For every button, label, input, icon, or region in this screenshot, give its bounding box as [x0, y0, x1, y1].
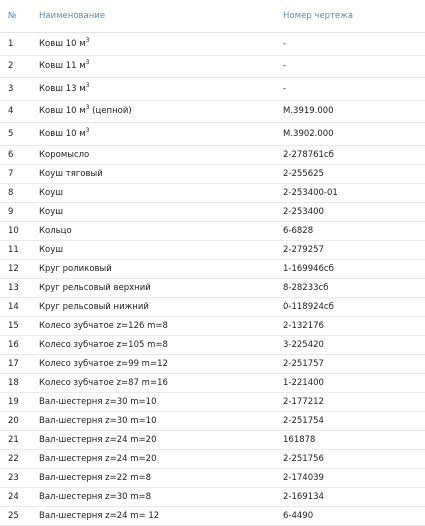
drawing-number: 0-118924сб [283, 297, 425, 316]
row-number: 1 [0, 33, 39, 56]
part-name: Вал-шестерня z=30 m=10 [39, 392, 283, 411]
drawing-number: 2-169134 [283, 487, 425, 506]
drawing-number: 6-6828 [283, 221, 425, 240]
part-name-text: Ковш 10 м [39, 128, 86, 139]
table-row [0, 468, 425, 487]
row-number: 2 [0, 55, 39, 78]
column-header-drawing: Номер чертежа [283, 0, 425, 33]
unit-superscript: 3 [85, 36, 90, 44]
table-row [0, 392, 425, 411]
part-name: Коуш [39, 202, 283, 221]
row-number: 19 [0, 392, 39, 411]
row-number: 22 [0, 449, 39, 468]
table-row [0, 78, 425, 101]
table-row [0, 430, 425, 449]
row-number: 24 [0, 487, 39, 506]
unit-superscript: 3 [85, 59, 90, 67]
drawing-number: 1-169946сб [283, 259, 425, 278]
table-row [0, 145, 425, 164]
table-row [0, 221, 425, 240]
part-name: Вал-шестерня z=22 m=8 [39, 468, 283, 487]
table-row [0, 55, 425, 78]
table-row [0, 354, 425, 373]
drawing-number: 8-28233сб [283, 278, 425, 297]
row-number: 4 [0, 100, 39, 123]
row-number: 16 [0, 335, 39, 354]
drawing-number: 2-251754 [283, 411, 425, 430]
drawing-number: М.3919.000 [283, 100, 425, 123]
table-row [0, 123, 425, 146]
drawing-number: 161878 [283, 430, 425, 449]
unit-superscript: 3 [85, 81, 90, 89]
row-number: 11 [0, 240, 39, 259]
table-row [0, 164, 425, 183]
table-row [0, 278, 425, 297]
drawing-number: 2-278761сб [283, 145, 425, 164]
row-number: 23 [0, 468, 39, 487]
drawing-number: 2-253400 [283, 202, 425, 221]
table-row [0, 335, 425, 354]
row-number: 7 [0, 164, 39, 183]
part-name [39, 78, 283, 101]
part-name: Колесо зубчатое z=105 m=8 [39, 335, 283, 354]
part-name: Коуш тяговый [39, 164, 283, 183]
drawing-number: 2-177212 [283, 392, 425, 411]
drawing-number: 1-221400 [283, 373, 425, 392]
row-number: 15 [0, 316, 39, 335]
table-row [0, 100, 425, 123]
table-body [0, 33, 425, 526]
table-row [0, 411, 425, 430]
part-name: Круг роликовый [39, 259, 283, 278]
row-number: 9 [0, 202, 39, 221]
table-row [0, 373, 425, 392]
drawing-number: 2-279257 [283, 240, 425, 259]
table-row [0, 259, 425, 278]
table-row [0, 33, 425, 56]
part-name: Колесо зубчатое z=87 m=16 [39, 373, 283, 392]
table-row [0, 183, 425, 202]
part-name [39, 100, 283, 123]
row-number: 18 [0, 373, 39, 392]
part-name: Колесо зубчатое z=99 m=12 [39, 354, 283, 373]
part-name: Вал-шестерня z=30 m=8 [39, 487, 283, 506]
row-number: 17 [0, 354, 39, 373]
table-row [0, 316, 425, 335]
part-name: Коромысло [39, 145, 283, 164]
part-name-text: Ковш 13 м [39, 83, 86, 94]
part-name [39, 33, 283, 56]
drawing-number: 2-251757 [283, 354, 425, 373]
part-name: Круг рельсовый верхний [39, 278, 283, 297]
row-number: 12 [0, 259, 39, 278]
row-number: 3 [0, 78, 39, 101]
drawing-number: - [283, 78, 425, 101]
part-name [39, 55, 283, 78]
drawing-number: - [283, 55, 425, 78]
part-name [39, 123, 283, 146]
row-number: 5 [0, 123, 39, 146]
table-row [0, 297, 425, 316]
row-number: 8 [0, 183, 39, 202]
part-name: Вал-шестерня z=24 m=20 [39, 449, 283, 468]
row-number: 13 [0, 278, 39, 297]
part-name-text: Ковш 10 м [39, 38, 86, 49]
part-name: Кольцо [39, 221, 283, 240]
part-name: Коуш [39, 240, 283, 259]
table-row [0, 506, 425, 525]
table-header-row [0, 0, 425, 33]
drawing-number: 2-132176 [283, 316, 425, 335]
part-name: Вал-шестерня z=30 m=10 [39, 411, 283, 430]
row-number: 14 [0, 297, 39, 316]
column-header-name: Наименование [39, 0, 283, 33]
drawing-number: - [283, 33, 425, 56]
part-name-text: Ковш 11 м [39, 61, 86, 72]
row-number: 6 [0, 145, 39, 164]
part-name: Колесо зубчатое z=126 m=8 [39, 316, 283, 335]
part-name-text: Ковш 10 м [39, 106, 86, 117]
row-number: 25 [0, 506, 39, 525]
drawing-number: 6-4490 [283, 506, 425, 525]
drawing-number: М.3902.000 [283, 123, 425, 146]
row-number: 20 [0, 411, 39, 430]
table-row [0, 449, 425, 468]
drawing-number: 2-253400-01 [283, 183, 425, 202]
column-header-number: № [0, 0, 39, 33]
drawing-number: 2-251756 [283, 449, 425, 468]
part-name: Вал-шестерня z=24 m= 12 [39, 506, 283, 525]
part-name-suffix: (цепной) [89, 106, 132, 117]
part-name: Коуш [39, 183, 283, 202]
drawing-number: 3-225420 [283, 335, 425, 354]
row-number: 10 [0, 221, 39, 240]
part-name: Вал-шестерня z=24 m=20 [39, 430, 283, 449]
table-row [0, 202, 425, 221]
table-row [0, 487, 425, 506]
part-name: Круг рельсовый нижний [39, 297, 283, 316]
row-number: 21 [0, 430, 39, 449]
drawing-number: 2-174039 [283, 468, 425, 487]
unit-superscript: 3 [85, 104, 90, 112]
table-row [0, 240, 425, 259]
drawing-number: 2-255625 [283, 164, 425, 183]
unit-superscript: 3 [85, 126, 90, 134]
